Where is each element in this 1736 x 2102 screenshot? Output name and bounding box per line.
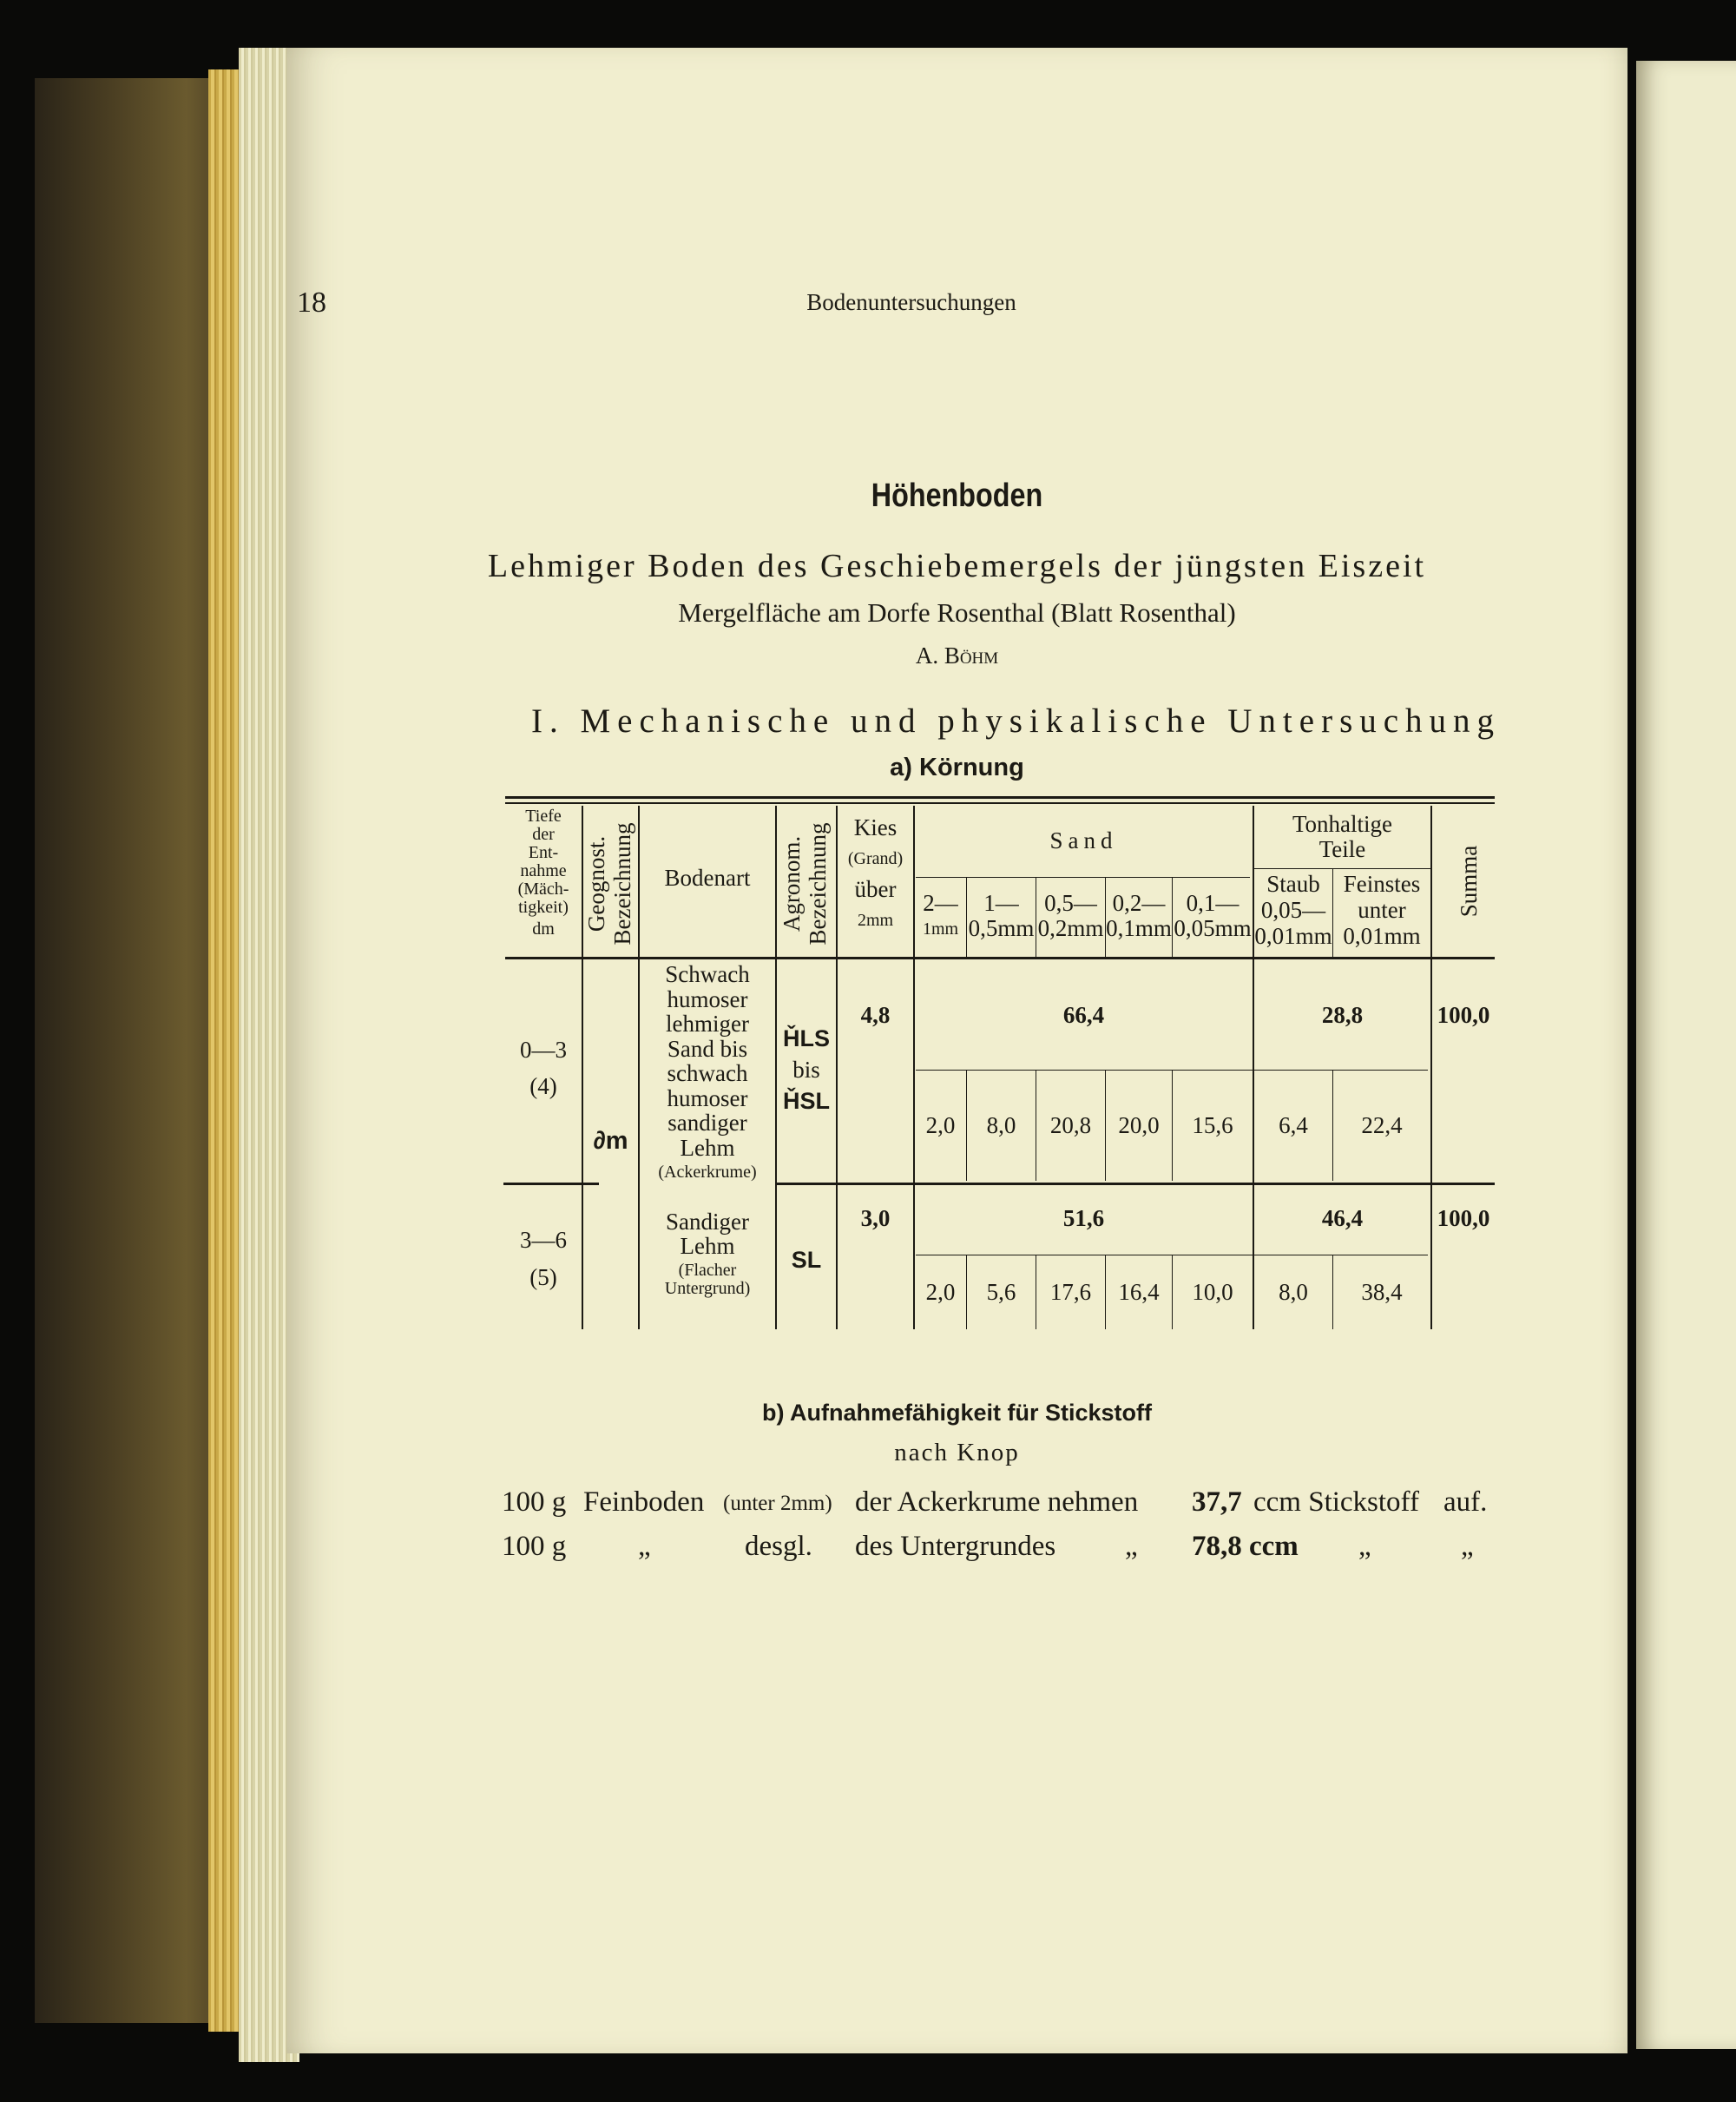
header-tiefe-line: Tiefe	[525, 807, 562, 826]
header-sand-col-1	[915, 892, 966, 938]
row1-agronom-line: bis	[792, 1057, 820, 1083]
row1-sand-4: 20,0	[1118, 1112, 1160, 1138]
line1-ackerkrume: der Ackerkrume nehmen	[855, 1486, 1139, 1518]
line1-unit: ccm Stickstoff	[1253, 1486, 1419, 1518]
header-ton-line: Tonhaltige	[1292, 811, 1393, 837]
line1-auf: auf.	[1443, 1486, 1488, 1518]
table-top-rule	[505, 796, 1495, 799]
row1-bodenart-line: Sand bis	[667, 1035, 748, 1062]
row1-agronom-line: ȞLS	[783, 1025, 830, 1051]
header-feinstes	[1333, 871, 1430, 949]
header-sand-col-line: 0,5mm	[968, 915, 1035, 941]
header-kies	[838, 816, 913, 929]
header-staub	[1254, 871, 1332, 949]
header-tiefe-line: tigkeit)	[518, 898, 569, 917]
row-divider-left	[503, 1183, 599, 1185]
header-sand-col-line: 0,2mm	[1037, 915, 1104, 941]
header-kies-line: (Grand)	[847, 849, 904, 868]
line2-ditto-3: „	[1358, 1531, 1371, 1562]
col-rule-5	[913, 806, 915, 1329]
line1-unter: (unter 2mm)	[723, 1492, 832, 1515]
line2-untergrund: des Untergrundes	[855, 1531, 1056, 1562]
page-number: 18	[297, 287, 326, 319]
header-kies-line: 2mm	[857, 911, 894, 930]
row1-sand-3: 20,8	[1049, 1112, 1092, 1138]
header-agronom	[779, 810, 832, 958]
header-sand-col-line: 0,2—	[1112, 890, 1166, 916]
row2-bodenart	[640, 1209, 775, 1298]
row2-sand-3: 17,6	[1049, 1279, 1092, 1305]
header-kies-line: über	[854, 876, 897, 902]
row1-summa: 100,0	[1437, 1002, 1490, 1028]
row1-feinstes: 22,4	[1361, 1112, 1403, 1138]
header-ton	[1254, 812, 1430, 862]
row2-bodenart-line: (Flacher	[678, 1261, 737, 1280]
geognost-value: ∂m	[593, 1127, 628, 1155]
header-agronom-line: Agronom.	[779, 835, 805, 932]
subsection-b-method: nach Knop	[894, 1439, 1020, 1466]
row2-tiefe: 3—6	[520, 1227, 567, 1253]
header-kies-line: Kies	[853, 814, 898, 840]
header-tiefe-line: (Mäch-	[517, 880, 569, 899]
author: A. Böhm	[915, 642, 999, 669]
row1-bodenart-line: lehmiger	[666, 1011, 749, 1037]
header-sand-col-line: 0,1—	[1186, 890, 1240, 916]
row2-bodenart-line: Lehm	[680, 1233, 735, 1259]
line1-feinboden: Feinboden	[583, 1486, 705, 1518]
line2-ditto-2: „	[1125, 1531, 1138, 1562]
header-bodenart: Bodenart	[664, 865, 751, 891]
row2-ton-total: 46,4	[1321, 1205, 1364, 1231]
header-tiefe-line: der	[532, 825, 555, 844]
header-sand-col-line: 0,05mm	[1174, 915, 1252, 941]
header-sand-col-3	[1036, 892, 1105, 940]
subtitle: Lehmiger Boden des Geschiebemergels der jüngsten Eiszeit	[487, 548, 1427, 584]
running-title: Bodenuntersuchungen	[806, 289, 1016, 315]
header-feinstes-line: unter	[1358, 897, 1406, 923]
row2-kies: 3,0	[860, 1205, 891, 1231]
header-sand-col-line: 1mm	[922, 919, 959, 939]
section-heading: I. Mechanische und physikalische Untersuchung	[531, 702, 1502, 740]
page-title: Höhenboden	[871, 478, 1043, 514]
row2-sand-1: 2,0	[925, 1279, 956, 1305]
header-sand-col-2	[967, 892, 1036, 940]
row2-sand-5: 10,0	[1192, 1279, 1233, 1305]
row1-staub: 6,4	[1279, 1112, 1308, 1138]
header-tiefe-line: Ent-	[528, 843, 559, 862]
row1-ton-total: 28,8	[1321, 1002, 1364, 1028]
row2-bodenart-line: Untergrund)	[664, 1279, 751, 1298]
row2-sand-total: 51,6	[1062, 1205, 1105, 1231]
header-agronom-line: Bezeichnung	[804, 822, 831, 946]
row2-feinstes: 38,4	[1361, 1279, 1403, 1305]
row1-kies: 4,8	[860, 1002, 891, 1028]
header-geognost-line: Bezeichnung	[608, 822, 635, 946]
col-rule-7	[1430, 806, 1432, 1329]
header-sand-col-line: 2—	[923, 890, 958, 916]
header-staub-line: Staub	[1266, 871, 1320, 897]
header-geognost	[584, 810, 636, 958]
header-ton-line: Teile	[1318, 836, 1366, 862]
row1-bodenart	[640, 962, 775, 1185]
header-summa: Summa	[1456, 845, 1482, 918]
row2-maechtigkeit: (5)	[529, 1264, 557, 1290]
subsection-b-heading: b) Aufnahmefähigkeit für Stickstoff	[761, 1400, 1153, 1426]
book-page	[286, 48, 1628, 2053]
row2-staub: 8,0	[1279, 1279, 1308, 1305]
header-tiefe-line: nahme	[520, 861, 567, 880]
row1-maechtigkeit: (4)	[529, 1073, 557, 1099]
row1-sand-total: 66,4	[1062, 1002, 1105, 1028]
line2-value: 78,8 ccm	[1192, 1531, 1299, 1562]
header-sand-col-5	[1173, 892, 1253, 940]
row1-sand-5: 15,6	[1192, 1112, 1233, 1138]
row1-bodenart-line: sandiger	[667, 1110, 747, 1136]
row1-agronom-line: ȞSL	[783, 1088, 830, 1114]
row1-bodenart-line: schwach	[667, 1060, 748, 1086]
line2-ditto-1: „	[638, 1531, 651, 1562]
header-tiefe	[505, 807, 582, 939]
row2-sand-2: 5,6	[986, 1279, 1016, 1305]
row1-sand-2: 8,0	[986, 1112, 1016, 1138]
line1-amount: 100 g	[502, 1486, 567, 1518]
ton-header-divider	[1253, 868, 1430, 869]
facing-page-edge	[1636, 61, 1736, 2049]
header-staub-line: 0,05—	[1260, 897, 1326, 923]
row1-sand-1: 2,0	[925, 1112, 956, 1138]
row1-bodenart-line: Lehm	[680, 1134, 735, 1161]
header-staub-line: 0,01mm	[1254, 923, 1332, 949]
line1-value: 37,7	[1192, 1486, 1242, 1518]
row1-tiefe: 0—3	[520, 1037, 567, 1063]
header-sand: Sand	[1049, 827, 1118, 853]
table-top-rule-2	[505, 802, 1495, 804]
line2-desgl: desgl.	[745, 1531, 812, 1562]
row1-bodenart-line: humoser	[667, 1084, 748, 1111]
header-sand-col-4	[1106, 892, 1172, 940]
row-divider-right	[775, 1183, 1495, 1185]
row2-agronom: SL	[791, 1247, 822, 1273]
header-feinstes-line: 0,01mm	[1343, 923, 1421, 949]
header-geognost-line: Geognost.	[583, 835, 609, 932]
row1-agronom	[777, 1023, 836, 1117]
subsection-a-heading: a) Körnung	[890, 754, 1024, 781]
row2-bodenart-line: Sandiger	[666, 1209, 749, 1235]
location: Mergelfläche am Dorfe Rosenthal (Blatt Rosenthal)	[678, 597, 1236, 628]
header-sand-col-line: 1—	[983, 890, 1019, 916]
row1-bodenart-line: (Ackerkrume)	[658, 1163, 757, 1182]
header-tiefe-line: dm	[532, 919, 555, 939]
header-sand-col-line: 0,5—	[1044, 890, 1097, 916]
header-feinstes-line: Feinstes	[1343, 871, 1421, 897]
row2-summa: 100,0	[1437, 1205, 1490, 1231]
line2-amount: 100 g	[502, 1531, 567, 1562]
line2-ditto-4: „	[1461, 1531, 1474, 1562]
header-bottom-rule	[505, 957, 1495, 959]
row1-bodenart-line: humoser	[667, 985, 748, 1012]
header-sand-col-line: 0,1mm	[1106, 915, 1172, 941]
row2-sand-4: 16,4	[1118, 1279, 1160, 1305]
row1-bodenart-line: Schwach	[665, 961, 750, 987]
